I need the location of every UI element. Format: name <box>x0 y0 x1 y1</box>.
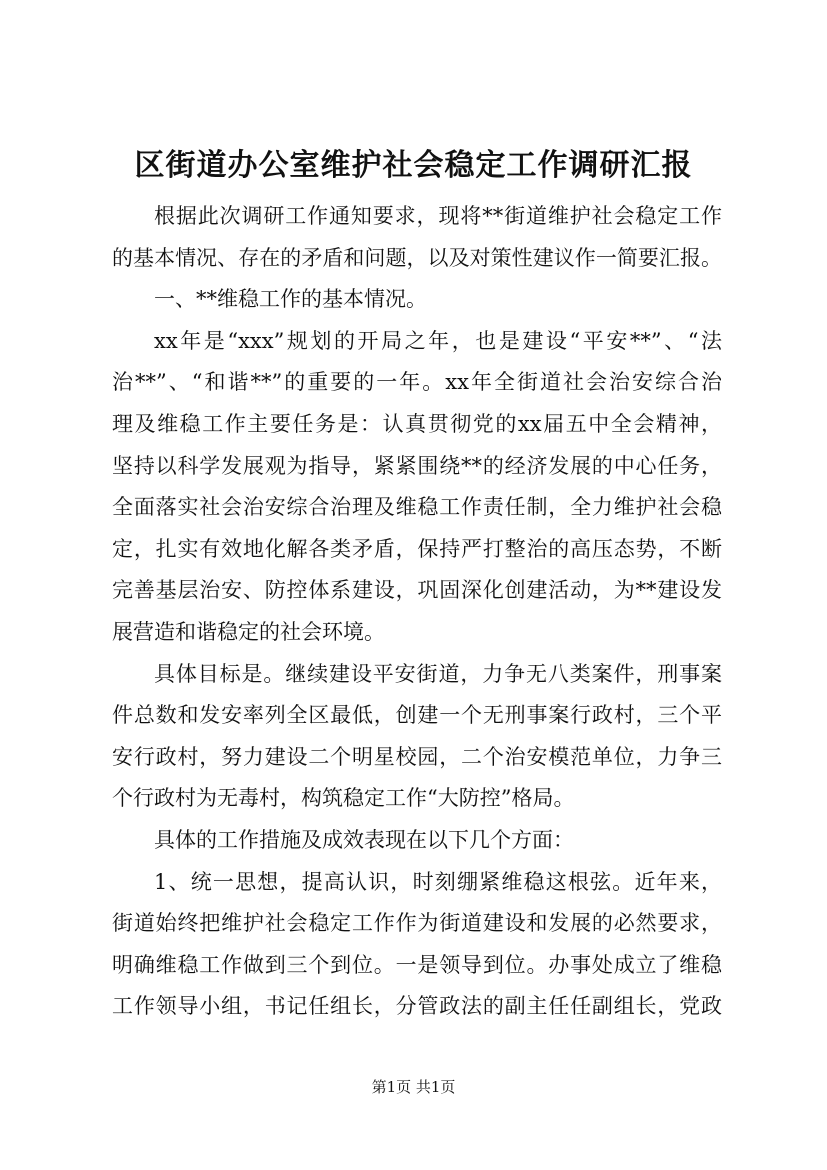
paragraph-line: 全面落实社会治安综合治理及维稳工作责任制，全力维护社会稳 <box>112 495 722 520</box>
paragraph-line: 个行政村为无毒村，构筑稳定工作“大防控”格局。 <box>112 786 575 811</box>
paragraph-line: 理及维稳工作主要任务是：认真贯彻党的xx届五中全会精神， <box>112 411 722 436</box>
paragraph-line: 治**”、“和谐**”的重要的一年。xx年全街道社会治安综合治 <box>112 370 722 395</box>
paragraph-line: 展营造和谐稳定的社会环境。 <box>112 619 385 644</box>
document-title: 区街道办公室维护社会稳定工作调研汇报 <box>134 148 693 183</box>
paragraph-line: 明确维稳工作做到三个到位。一是领导到位。办事处成立了维稳 <box>112 952 722 977</box>
paragraph-line: 根据此次调研工作通知要求，现将**街道维护社会稳定工作 <box>154 204 722 228</box>
paragraph-line: xx年是“xxx”规划的开局之年，也是建设“平安**”、“法 <box>154 328 722 353</box>
paragraph-line: 具体的工作措施及成效表现在以下几个方面： <box>154 827 574 852</box>
document-body <box>112 196 722 1028</box>
paragraph-line: 安行政村，努力建设二个明星校园，二个治安模范单位，力争三 <box>112 744 722 769</box>
paragraph-line: 定，扎实有效地化解各类矛盾，保持严打整治的高压态势，不断 <box>112 536 722 561</box>
paragraph-line: 坚持以科学发展观为指导，紧紧围绕**的经济发展的中心任务， <box>112 453 722 478</box>
paragraph-line: 街道始终把维护社会稳定工作作为街道建设和发展的必然要求， <box>112 911 722 936</box>
page-number-footer: 第1页 共1页 <box>371 1078 456 1096</box>
paragraph-line: 具体目标是。继续建设平安街道，力争无八类案件，刑事案 <box>154 661 722 686</box>
section-heading: 一、**维稳工作的基本情况。 <box>154 287 427 312</box>
paragraph-line: 件总数和发安率列全区最低，创建一个无刑事案行政村，三个平 <box>112 703 722 728</box>
paragraph-line: 1、统一思想，提高认识，时刻绷紧维稳这根弦。近年来， <box>154 869 722 894</box>
paragraph-line: 的基本情况、存在的矛盾和问题，以及对策性建议作一简要汇报。 <box>112 245 722 270</box>
paragraph-line: 完善基层治安、防控体系建设，巩固深化创建活动，为**建设发 <box>112 578 722 603</box>
paragraph-line: 工作领导小组，书记任组长，分管政法的副主任任副组长，党政 <box>112 994 722 1019</box>
